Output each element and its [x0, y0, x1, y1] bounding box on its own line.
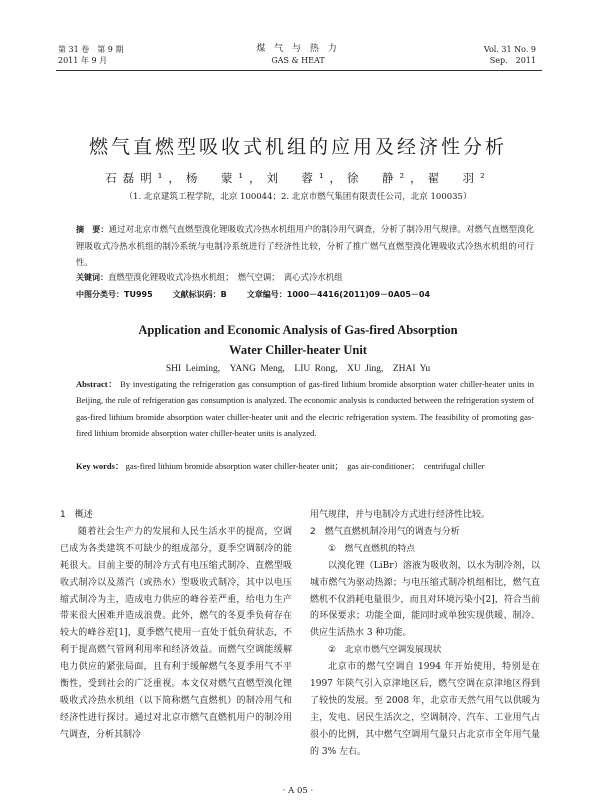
body-column-left: [60, 507, 292, 744]
keywords-label-en: Key words：: [76, 461, 124, 471]
abstract-label-cn: 摘 要：: [76, 225, 109, 234]
volume-issue: 第 31 卷 第 9 期: [58, 45, 124, 54]
section-heading-1: 1 概述: [60, 510, 93, 520]
abstract-en: [76, 376, 534, 441]
abstract-text-en: By investigating the refrigeration gas consumption of gas-fired lithium bromide absorption water chiller-heater units in Beijing, the rule of refrigeration gas consumption is analyzed. The economic analysis is conducted between the refrigeration system of gas-fired lithium bromide absorption water chiller-heater unit and the electric refrigeration system. The feasibility of promoting gas-fired lithium bromide absorption water chiller-heater units is analyzed.: [76, 379, 534, 438]
issue-date: 2011 年 9 月: [58, 56, 108, 65]
journal-name-en: GAS & HEAT: [271, 56, 325, 65]
body-column-right: [310, 507, 540, 761]
keywords-cn: [76, 271, 534, 284]
keywords-en: [76, 458, 534, 474]
title-en-line2: Water Chiller-heater Unit: [229, 343, 367, 357]
section-heading-2: 2 燃气直燃机制冷用气的调查与分析: [310, 526, 460, 537]
article-title-cn: 燃气直燃型吸收式机组的应用及经济性分析: [88, 136, 507, 158]
subheading-1: ① 燃气直燃机的特点: [328, 543, 416, 554]
paragraph: 北京市的燃气空调自 1994 年开始使用，特别是在 1997 年陕气引入京津地区后，燃气空调在京津地区得到了较快的发展。至 2008 年，北京市天然气用气以供暖为主，发电、居民生活次之，空调制冷、汽车、工业用气占很小的比例，其中燃气空调用气量只占北京市全年用气量的 3% 左右。: [310, 662, 540, 757]
paragraph: 以溴化锂（LiBr）溶液为吸收剂，以水为制冷剂，以城市燃气为驱动热源；与电压缩式制冷机组相比，燃气直燃机不仅消耗电量很少，而且对环境污染小[2]，符合当前的环保要求；功能全面，能同时或单独实现供暖、制冷、供应生活热水 3 种功能。: [310, 560, 540, 639]
abstract-text-cn: 通过对北京市燃气直燃型溴化锂吸收式冷热水机组用户的制冷用气调查，分析了制冷用气规律。对燃气直燃型溴化锂吸收式冷热水机组的制冷系统与电制冷系统进行了经济性比较，分析了推广燃气直燃型溴化锂吸收式冷热水机组的可行性。: [76, 224, 534, 267]
journal-name-cn: 煤 气 与 热 力: [256, 44, 340, 54]
issue-date-en: Sep. 2011: [489, 56, 536, 65]
document-code: 文献标识码：B: [172, 290, 227, 299]
keywords-text-cn: 直燃型溴化锂吸收式冷热水机组； 燃气空调； 离心式冷水机组: [108, 272, 343, 282]
paragraph: 随着社会生产力的发展和人民生活水平的提高，空调已成为各类建筑不可缺少的组成部分，夏季空调制冷的能耗很大。目前主要的制冷方式有电压缩式制冷、直燃型吸收式制冷以及蒸汽（或热水）型吸收式制冷，其中以电压缩式制冷为主，造成电力供应的峰谷差严重，给电力生产带来很大困难并造成浪费。此外，燃气的冬夏季负荷存在较大的峰谷差[1]，夏季燃气使用一直处于低负荷状态，不利于提高燃气管网利用率和经济效益。而燃气空调能缓解电力供应的紧张局面，且有利于缓解燃气冬夏季用气不平衡性，受到社会的广泛重视。本文仅对燃气直燃型溴化锂吸收式冷热水机组（以下简称燃气直燃机）的制冷用气和经济性进行探讨。通过对北京市燃气直燃机用户的制冷用气调查，分析其制冷: [60, 526, 292, 740]
author-list-en: SHI Leiming, YANG Meng, LIU Rong, XU Jing, ZHAI Yu: [165, 364, 431, 374]
article-number: 文章编号：1000－4416(2011)09－0A05－04: [246, 290, 431, 299]
article-title-en: [60, 320, 536, 360]
header-rule: [56, 70, 542, 71]
classification-line: [76, 289, 534, 301]
running-header-right: [484, 44, 536, 66]
abstract-label-en: Abstract：: [76, 379, 118, 389]
affiliation-cn: （1. 北京建筑工程学院，北京 100044；2. 北京市燃气集团有限责任公司，北京 100035）: [124, 192, 472, 202]
title-en-line1: Application and Economic Analysis of Gas-fired Absorption: [138, 323, 458, 337]
page-number: · A 05 ·: [282, 786, 314, 796]
keywords-text-en: gas-fired lithium bromide absorption water chiller-heater unit； gas air-conditioner； centrifugal chiller: [125, 461, 485, 471]
clc-number: 中图分类号：TU995: [76, 290, 153, 299]
subheading-2: ② 北京市燃气空调发展现状: [328, 645, 442, 656]
author-list-cn: 石磊明¹，杨 蒙¹，刘 蓉¹，徐 静²，翟 羽²: [105, 171, 491, 185]
paragraph-continued: 用气规律，并与电制冷方式进行经济性比较。: [310, 510, 491, 520]
volume-issue-en: Vol. 31 No. 9: [483, 45, 536, 54]
keywords-label-cn: 关键词：: [76, 273, 108, 282]
abstract-cn: [76, 221, 534, 270]
